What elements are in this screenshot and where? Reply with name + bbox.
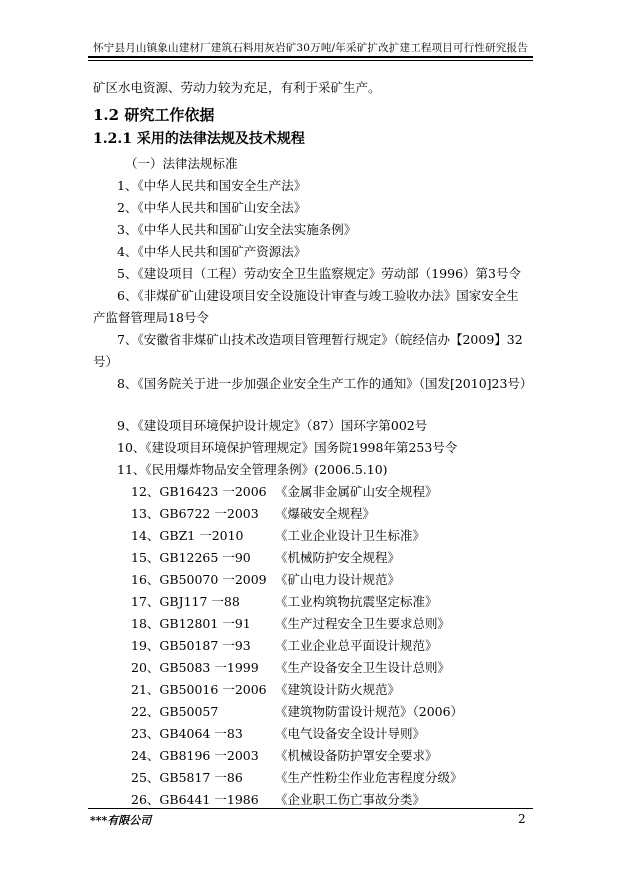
standard-title: 《机械防护安全规程》 — [275, 550, 401, 565]
law-item-6-cont: 产监督管理局18号令 — [93, 310, 209, 325]
standard-code: 13、GB6722 一2003 — [131, 506, 259, 521]
standard-code: 21、GB50016 一2006 — [131, 682, 267, 697]
law-item: 2、《中华人民共和国矿山安全法》 — [117, 200, 307, 215]
standard-code: 22、GB50057 — [131, 704, 219, 719]
standard-title: 《机械设备防护罩安全要求》 — [275, 748, 438, 763]
standard-title: 《工业企业总平面设计规范》 — [275, 638, 438, 653]
law-item-11: 11、《民用爆炸物品安全管理条例》(2006.5.10) — [117, 462, 388, 477]
standard-code: 24、GB8196 一2003 — [131, 748, 259, 763]
standard-title: 《生产性粉尘作业危害程度分级》 — [275, 770, 463, 785]
standard-code: 16、GB50070 一2009 — [131, 572, 267, 587]
standard-code: 14、GBZ1 一2010 — [131, 528, 244, 543]
running-header: 怀宁县月山镇象山建材厂建筑石料用灰岩矿30万吨/年采矿扩改扩建工程项目可行性研究报告 — [93, 42, 528, 54]
standard-code: 12、GB16423 一2006 — [131, 484, 267, 499]
standard-code: 15、GB12265 一90 — [131, 550, 251, 565]
standard-title: 《生产过程安全卫生要求总则》 — [275, 616, 451, 631]
footer-rule — [88, 808, 533, 809]
standard-code: 17、GBJ117 一88 — [131, 594, 240, 609]
law-item-7-cont: 号） — [93, 354, 119, 369]
law-item: 3、《中华人民共和国矿山安全法实施条例》 — [117, 222, 357, 237]
standard-title: 《企业职工伤亡事故分类》 — [275, 792, 426, 807]
intro-paragraph: 矿区水电资源、劳动力较为充足，有利于采矿生产。 — [93, 80, 381, 95]
standard-title: 《建筑物防雷设计规范》（2006） — [275, 704, 464, 719]
standard-code: 26、GB6441 一1986 — [131, 792, 259, 807]
standard-title: 《电气设备安全设计导则》 — [275, 726, 426, 741]
subsection-heading: 1.2.1 采用的法律法规及技术规程 — [93, 131, 305, 147]
standard-code: 20、GB5083 一1999 — [131, 660, 259, 675]
standard-title: 《工业企业设计卫生标准》 — [275, 528, 426, 543]
standard-title: 《生产设备安全卫生设计总则》 — [275, 660, 451, 675]
standard-code: 25、GB5817 一86 — [131, 770, 243, 785]
standard-code: 18、GB12801 一91 — [131, 616, 251, 631]
group-heading: （一）法律法规标准 — [125, 156, 238, 171]
page-number: 2 — [518, 812, 526, 826]
standard-title: 《工业构筑物抗震坚定标准》 — [275, 594, 438, 609]
header-rule — [88, 56, 533, 58]
law-item-8: 8、《国务院关于进一步加强企业安全生产工作的通知》（国发[2010]23号） — [117, 376, 533, 391]
section-heading: 1.2 研究工作依据 — [93, 106, 215, 124]
standard-code: 23、GB4064 一83 — [131, 726, 243, 741]
law-item-9: 9、《建设项目环境保护设计规定》（87）国环字第002号 — [117, 418, 428, 433]
standard-title: 《金属非金属矿山安全规程》 — [275, 484, 438, 499]
law-item: 1、《中华人民共和国安全生产法》 — [117, 178, 307, 193]
law-item-7: 7、《安徽省非煤矿山技术改造项目管理暂行规定》（皖经信办【2009】32 — [117, 332, 523, 347]
standard-code: 19、GB50187 一93 — [131, 638, 251, 653]
standard-title: 《建筑设计防火规范》 — [275, 682, 401, 697]
law-item-6: 6、《非煤矿矿山建设项目安全设施设计审查与竣工验收办法》国家安全生 — [117, 288, 519, 303]
standard-title: 《矿山电力设计规范》 — [275, 572, 401, 587]
footer-company: ***有限公司 — [90, 814, 152, 827]
header-rule-thin — [88, 60, 533, 61]
law-item-10: 10、《建设项目环境保护管理规定》国务院1998年第253号令 — [117, 440, 458, 455]
law-item: 5、《建设项目（工程）劳动安全卫生监察规定》劳动部（1996）第3号令 — [117, 266, 521, 281]
standard-title: 《爆破安全规程》 — [275, 506, 376, 521]
law-item: 4、《中华人民共和国矿产资源法》 — [117, 244, 307, 259]
